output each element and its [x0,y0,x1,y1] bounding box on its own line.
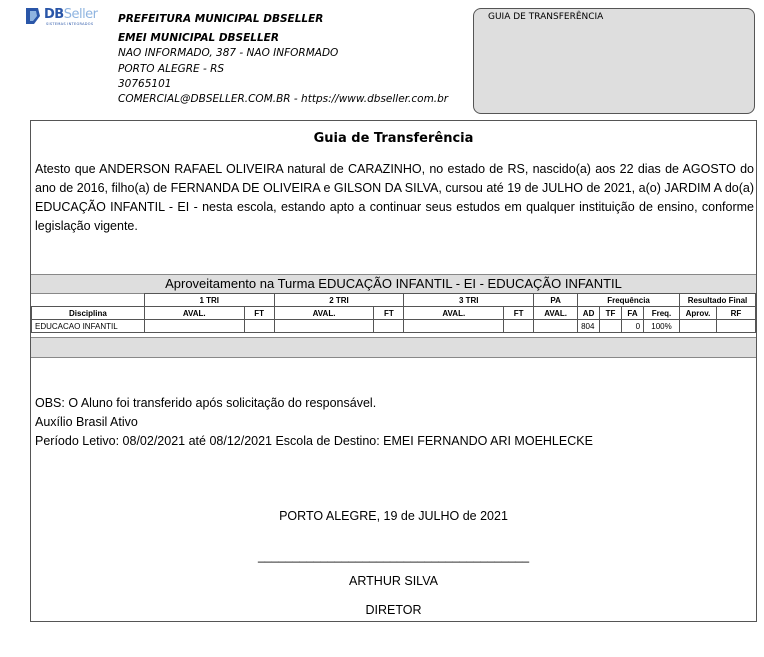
col-fa: FA [622,307,644,320]
guia-transferencia-box [473,8,755,114]
header-escola: EMEI MUNICIPAL DBSELLER [118,32,279,44]
col-tri2-ft: FT [374,307,404,320]
group-frequencia: Frequência [578,294,680,307]
header-endereco: NAO INFORMADO, 387 - NAO INFORMADO [118,47,339,59]
cell-aprov [679,320,716,333]
col-disciplina: Disciplina [32,307,145,320]
cell-tri3-aval [404,320,504,333]
grades-group-header-row [32,294,756,307]
col-aprov: Aprov. [679,307,716,320]
cell-tri2-aval [274,320,374,333]
cell-tri1-aval [144,320,244,333]
group-tri1: 1 TRI [144,294,274,307]
col-rf: RF [716,307,755,320]
header-cidade: PORTO ALEGRE - RS [118,63,225,75]
document-body: Atesto que ANDERSON RAFAEL OLIVEIRA natural de CARAZINHO, no estado de RS, nascido(a) aos 22 dias de AGOSTO do ano de 2016, filho(a) de FERNANDA DE OLIVEIRA e GILSON DA SILVA, cursou até 19 de JULHO de 2021, a(o) JARDIM A do(a) EDUCAÇÃO INFANTIL - EI - nesta escola, estando apto a continuar seus estudos em qualquer instituição de ensino, conforme legislação vigente. [35,162,754,233]
cell-rf [716,320,755,333]
cell-fa: 0 [622,320,644,333]
table-footer-bar [31,337,756,358]
dbseller-logo-text: DBSeller [44,7,98,22]
col-tri3-aval: AVAL. [404,307,504,320]
cell-tri3-ft [504,320,534,333]
cell-freq: 100% [644,320,680,333]
signer-name: ARTHUR SILVA [349,574,438,588]
table-row [32,320,756,333]
col-tri1-ft: FT [244,307,274,320]
col-tri1-aval: AVAL. [144,307,244,320]
header-prefeitura: PREFEITURA MUNICIPAL DBSELLER [118,13,324,25]
signature-line: _______________________________________ [257,549,530,563]
dbseller-logo-tagline: SISTEMAS INTEGRADOS [46,22,94,26]
document-frame [30,120,757,622]
dbseller-logo-mark-icon [24,6,42,26]
grades-table [31,293,756,333]
cell-ad: 804 [578,320,600,333]
header-contato: COMERCIAL@DBSELLER.COM.BR - https://www.dbseller.com.br [118,93,449,105]
col-ad: AD [578,307,600,320]
obs-text: OBS: O Aluno foi transferido após solicitação do responsável. [35,396,377,410]
grades-column-header-row [32,307,756,320]
guia-box-label: GUIA DE TRANSFERÊNCIA [488,12,604,22]
header-telefone: 30765101 [118,78,172,90]
document-title: Guia de Transferência [313,131,474,146]
col-tri2-aval: AVAL. [274,307,374,320]
group-tri3: 3 TRI [404,294,534,307]
group-pa: PA [534,294,578,307]
group-tri2: 2 TRI [274,294,404,307]
dbseller-logo [24,6,114,28]
auxilio-text: Auxílio Brasil Ativo [35,415,138,429]
periodo-text: Período Letivo: 08/02/2021 até 08/12/2021 Escola de Destino: EMEI FERNANDO ARI MOEHLECKE [35,434,593,448]
cell-tri2-ft [374,320,404,333]
cell-disciplina: EDUCACAO INFANTIL [32,320,145,333]
turma-heading: Aproveitamento na Turma EDUCAÇÃO INFANTIL - EI - EDUCAÇÃO INFANTIL [31,274,756,294]
col-tf: TF [600,307,622,320]
col-pa-aval: AVAL. [534,307,578,320]
place-date: PORTO ALEGRE, 19 de JULHO de 2021 [279,509,508,523]
group-resultado: Resultado Final [679,294,755,307]
cell-pa-aval [534,320,578,333]
col-freq: Freq. [644,307,680,320]
signer-role: DIRETOR [365,603,422,617]
cell-tri1-ft [244,320,274,333]
cell-tf [600,320,622,333]
col-tri3-ft: FT [504,307,534,320]
